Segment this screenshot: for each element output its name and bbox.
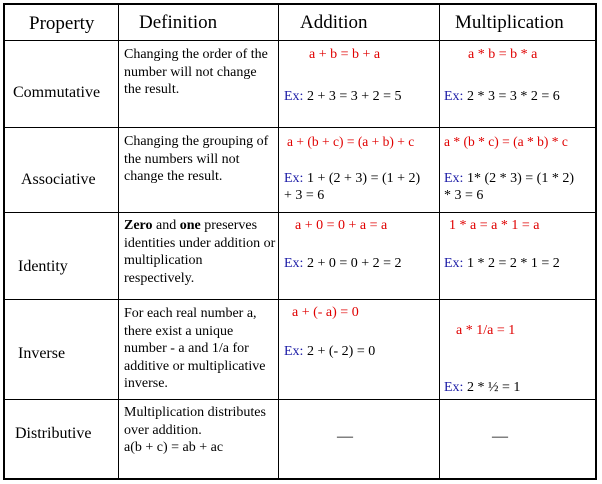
mult-example-associative	[444, 170, 574, 204]
header-multiplication: Multiplication	[455, 12, 564, 33]
example-label: Ex:	[284, 89, 304, 104]
mult-example-identity	[444, 255, 560, 272]
definition-bold: one	[179, 218, 201, 233]
row-divider	[3, 40, 597, 41]
mult-formula-associative: a * (b * c) = (a * b) * c	[444, 134, 568, 149]
example-text: 2 * 3 = 3 * 2 = 6	[466, 89, 560, 104]
addition-example-commutative	[284, 88, 402, 105]
example-label: Ex:	[284, 171, 304, 186]
row-divider	[3, 399, 597, 400]
example-text: 1 + (2 + 3) = (1 + 2)	[306, 171, 421, 186]
row-divider	[3, 127, 597, 128]
definition-formula: a(b + c) = ab + ac	[124, 440, 224, 455]
definition-bold: Zero	[124, 218, 153, 233]
column-divider	[118, 3, 119, 480]
example-label: Ex:	[444, 380, 464, 395]
mult-formula-commutative: a * b = b * a	[468, 47, 538, 62]
definition-inverse: For each real number a, there exist a unique number - a and 1/a for additive or multiplicative inverse.	[124, 306, 266, 391]
table-border	[3, 3, 597, 480]
example-text: 2 + 0 = 0 + 2 = 2	[306, 256, 402, 271]
definition-associative: Changing the grouping of the numbers will not change the result.	[124, 134, 269, 184]
header-property: Property	[29, 13, 95, 34]
definition-commutative: Changing the order of the number will not change the result.	[124, 47, 268, 97]
definition-text: and	[152, 218, 180, 233]
example-label: Ex:	[284, 344, 304, 359]
example-text: + 3 = 6	[284, 188, 325, 203]
mult-formula-inverse: a * 1/a = 1	[456, 323, 516, 338]
property-associative: Associative	[21, 171, 96, 188]
addition-placeholder-dash: —	[337, 428, 353, 445]
addition-formula-commutative: a + b = b + a	[309, 47, 381, 62]
definition-distributive	[124, 404, 274, 457]
property-inverse: Inverse	[18, 345, 66, 362]
example-text: 1 * 2 = 2 * 1 = 2	[466, 256, 560, 271]
example-text: 2 * ½ = 1	[466, 380, 521, 395]
mult-placeholder-dash: —	[492, 428, 508, 445]
property-identity: Identity	[18, 258, 68, 275]
example-text: 1* (2 * 3) = (1 * 2)	[466, 171, 574, 186]
header-definition: Definition	[139, 12, 218, 33]
column-divider	[278, 3, 279, 480]
example-text: 2 + 3 = 3 + 2 = 5	[306, 89, 402, 104]
example-text: 2 + (- 2) = 0	[306, 344, 376, 359]
mult-example-commutative	[444, 88, 560, 105]
row-divider	[3, 212, 597, 213]
property-commutative: Commutative	[13, 84, 101, 101]
row-divider	[3, 299, 597, 300]
example-label: Ex:	[444, 89, 464, 104]
addition-example-identity	[284, 255, 402, 272]
example-label: Ex:	[444, 256, 464, 271]
example-text: * 3 = 6	[444, 188, 484, 203]
example-label: Ex:	[444, 171, 464, 186]
example-label: Ex:	[284, 256, 304, 271]
addition-example-associative	[284, 170, 420, 204]
header-addition: Addition	[300, 12, 368, 33]
addition-formula-identity: a + 0 = 0 + a = a	[295, 218, 388, 233]
column-divider	[439, 3, 440, 480]
definition-text: Multiplication distributes over addition.	[124, 405, 266, 438]
definition-identity	[124, 217, 276, 287]
addition-formula-associative: a + (b + c) = (a + b) + c	[287, 134, 415, 149]
definition-text: preserves identities under addition or multiplication respectively.	[124, 218, 276, 286]
mult-formula-identity: 1 * a = a * 1 = a	[449, 218, 540, 233]
property-distributive: Distributive	[15, 425, 92, 442]
addition-example-inverse	[284, 343, 375, 360]
addition-formula-inverse: a + (- a) = 0	[292, 305, 359, 320]
mult-example-inverse	[444, 379, 520, 396]
